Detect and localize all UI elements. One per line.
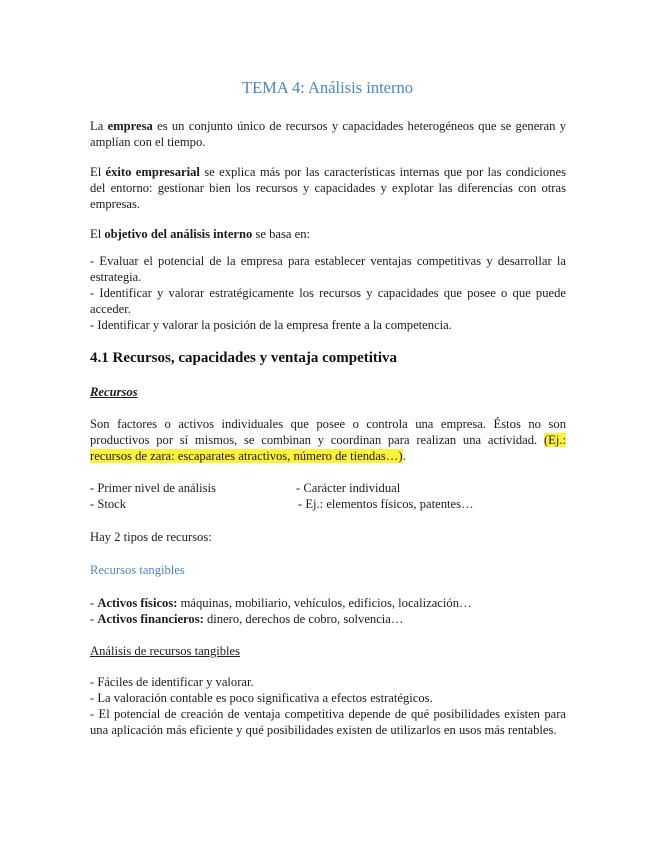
list-item: - Identificar y valorar estratégicamente los recursos y capacidades que posee o que puede acceder. (90, 286, 566, 316)
bold-term: Activos físicos: (97, 596, 178, 610)
levels-row (90, 496, 566, 512)
text-run: La (90, 119, 108, 133)
list-item: - Evaluar el potencial de la empresa para establecer ventajas competitivas y desarrollar la estrategia. (90, 254, 566, 284)
levels-table (90, 480, 566, 512)
text-run: El (90, 165, 106, 179)
levels-row (90, 480, 566, 496)
highlighted-example: (Ej.: recursos de zara: escaparates atractivos, número de tiendas…) (90, 433, 566, 463)
recursos-paragraph (90, 416, 566, 464)
tipos-text: Hay 2 tipos de recursos: (90, 530, 212, 544)
list-item: - Fáciles de identificar y valorar. (90, 675, 254, 689)
intro-paragraph-1 (90, 118, 566, 150)
list-item: - Identificar y valorar la posición de la empresa frente a la competencia. (90, 318, 452, 332)
text-run: máquinas, mobiliario, vehículos, edificios, localización… (177, 596, 472, 610)
bold-term: Activos financieros: (97, 612, 204, 626)
tangibles-heading: Recursos tangibles (90, 563, 185, 577)
bold-term: empresa (107, 119, 153, 133)
section-heading: 4.1 Recursos, capacidades y ventaja competitiva (90, 350, 398, 366)
list-item: - La valoración contable es poco significativa a efectos estratégicos. (90, 691, 433, 705)
list-item: - Activos físicos: máquinas, mobiliario, vehículos, edificios, localización… (90, 596, 472, 610)
analisis-list (90, 674, 566, 738)
analisis-heading: Análisis de recursos tangibles (90, 644, 241, 658)
text-run: dinero, derechos de cobro, solvencia… (203, 612, 404, 626)
text-run: se basa en: (252, 227, 311, 241)
intro-paragraph-2 (90, 164, 566, 212)
text-run: es un conjunto único de recursos y capacidades heterogéneos que se generan y amplían con el tiempo. (90, 119, 566, 149)
text-run: . (402, 449, 406, 463)
page-title: TEMA 4: Análisis interno (242, 78, 413, 97)
levels-left: - Primer nivel de análisis (90, 481, 216, 495)
recursos-heading: Recursos (90, 385, 138, 399)
objectives-list (90, 253, 566, 333)
recursos-heading-wrap (90, 384, 566, 400)
text-run: Son factores o activos individuales que posee o controla una empresa. Éstos no son productivos por sí mismos, se combinan y coordinan para realizan una actividad. (90, 417, 566, 447)
levels-right: - Carácter individual (296, 481, 401, 495)
text-run: se explica más por las características internas que por las condiciones del entorno: gestionar bien los recursos y capacidades y explotar las diferencias con otras empresas. (90, 165, 566, 211)
bold-term: objetivo del análisis interno (104, 227, 253, 241)
section-heading-wrap (90, 349, 566, 367)
levels-right: - Ej.: elementos físicos, patentes… (298, 497, 474, 511)
text-run: El (90, 227, 105, 241)
intro-paragraph-3 (90, 226, 566, 242)
levels-left: - Stock (90, 497, 127, 511)
tangibles-list (90, 595, 566, 627)
bold-term: éxito empresarial (105, 165, 200, 179)
list-item: - El potencial de creación de ventaja competitiva depende de qué posibilidades existen para una aplicación más eficiente y qué posibilidades existen de utilizarlos en usos más rentables. (90, 707, 566, 737)
list-item: - Activos financieros: dinero, derechos de cobro, solvencia… (90, 612, 404, 626)
